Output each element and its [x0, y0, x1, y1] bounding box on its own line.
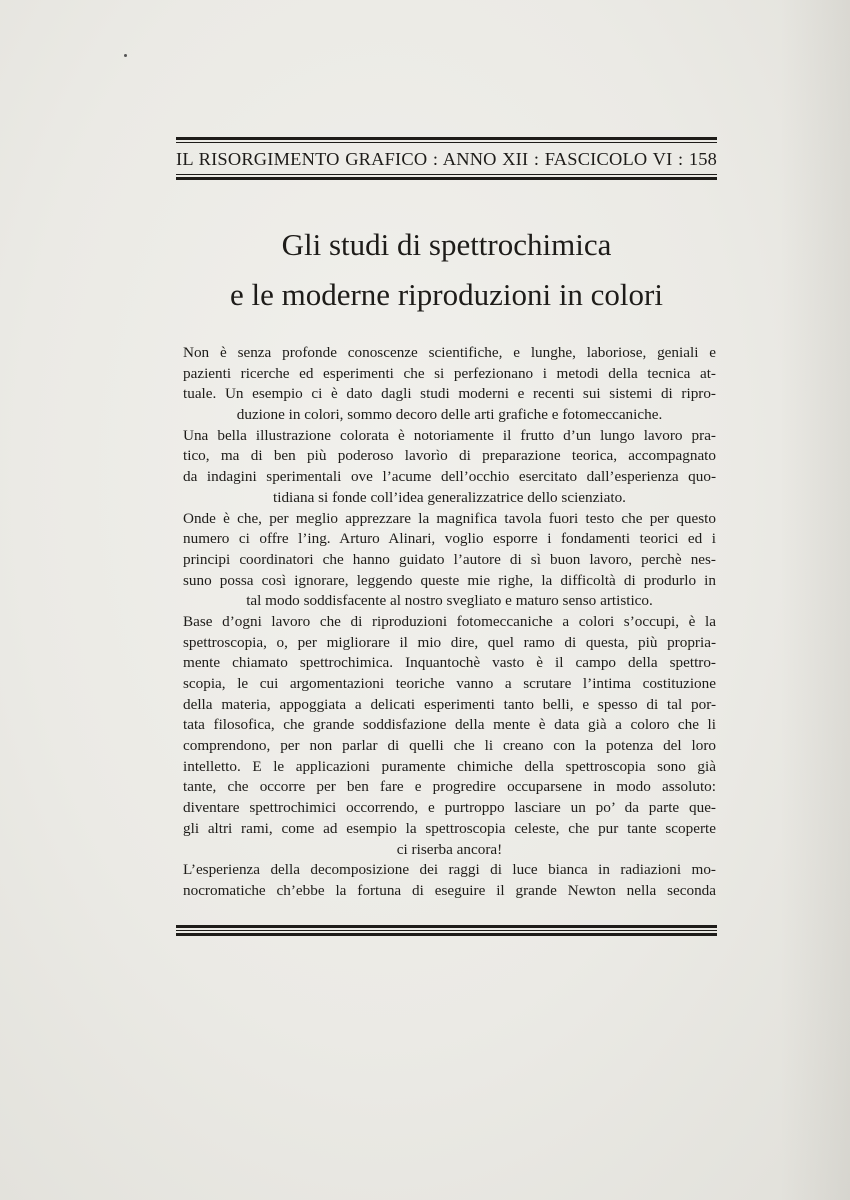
- body-line: nocromatiche ch’ebbe la fortuna di eseguire il grande Newton nella seconda: [183, 881, 716, 899]
- body-line: principi coordinatori che hanno guidato l’autore di sì buon lavoro, perchè nes-: [183, 550, 716, 568]
- body-line: tante, che occorre per ben fare e progredire occuparsene in modo assoluto:: [183, 778, 716, 796]
- footer-rule: [176, 925, 717, 936]
- body-line: della materia, appoggiata a delicati esperimenti tanto belli, e spesso di tal por-: [183, 695, 716, 713]
- body-line: suno possa così ignorare, leggendo queste mie righe, la difficoltà di produrlo in: [183, 571, 716, 589]
- body-line: tal modo soddisfacente al nostro svegliato e maturo senso artistico.: [246, 592, 653, 610]
- article-title-line-1: Gli studi di spettrochimica: [281, 227, 612, 262]
- body-line: pazienti ricerche ed esperimenti che si perfezionano i metodi della tecnica at-: [183, 364, 716, 382]
- body-line: duzione in colori, sommo decoro delle arti grafiche e fotomeccaniche.: [236, 406, 663, 424]
- body-line: Non è senza profonde conoscenze scientifiche, e lunghe, laboriose, geniali e: [183, 344, 716, 361]
- body-line: intelletto. E le applicazioni puramente chimiche della spettroscopia sono già: [183, 757, 716, 775]
- page-edge-shadow: [780, 0, 850, 1200]
- body-line: tata filosofica, che grande soddisfazione della mente è data già a coloro che li: [183, 716, 716, 734]
- body-line: da indagini sperimentali ove l’acume dell’occhio esercitato dall’esperienza quo-: [183, 468, 716, 486]
- body-line: L’esperienza della decomposizione dei raggi di luce bianca in radiazioni mo-: [183, 861, 716, 879]
- body-line: spettroscopia, o, per migliorare il mio dire, quel ramo di questa, più propria-: [183, 633, 716, 651]
- body-line: Una bella illustrazione colorata è notoriamente il frutto d’un lungo lavoro pra-: [183, 426, 716, 444]
- header-bottom-rule: [176, 174, 717, 180]
- body-line: mente chiamato spettrochimica. Inquantochè vasto è il campo della spettro-: [183, 654, 716, 672]
- running-header: IL RISORGIMENTO GRAFICO : ANNO XII : FASCICOLO VI : 158: [176, 149, 717, 169]
- ink-speck: [124, 54, 127, 57]
- body-line: numero ci offre l’ing. Arturo Alinari, voglio esporre i fondamenti teorici ed i: [183, 530, 716, 548]
- body-line: tuale. Un esempio ci è dato dagli studi moderni e recenti sui sistemi di ripro-: [183, 385, 716, 403]
- body-line: gli altri rami, come ad esempio la spettroscopia celeste, che pur tante scoperte: [183, 819, 716, 837]
- body-line: ci riserba ancora!: [396, 840, 503, 858]
- body-line: tidiana si fonde coll’idea generalizzatrice dello scienziato.: [273, 488, 626, 506]
- article-title-line-2: e le moderne riproduzioni in colori: [229, 277, 663, 312]
- header-top-rule: [176, 137, 717, 143]
- body-line: diventare spettrochimici occorrendo, e purtroppo lasciare un po’ da parte que-: [183, 799, 716, 817]
- body-line: scopia, le cui argomentazioni teoriche vanno a scrutare l’intima costituzione: [183, 675, 716, 692]
- article-body: [183, 343, 716, 902]
- body-line: Onde è che, per meglio apprezzare la magnifica tavola fuori testo che per questo: [183, 509, 716, 527]
- body-line: comprendono, per non parlar di quelli che li creano con la potenza del loro: [183, 737, 716, 755]
- body-line: tico, ma di ben più poderoso lavorìo di preparazione teorica, accompagnato: [183, 447, 716, 465]
- body-line: Base d’ogni lavoro che di riproduzioni fotomeccaniche a colori s’occupi, è la: [183, 612, 716, 630]
